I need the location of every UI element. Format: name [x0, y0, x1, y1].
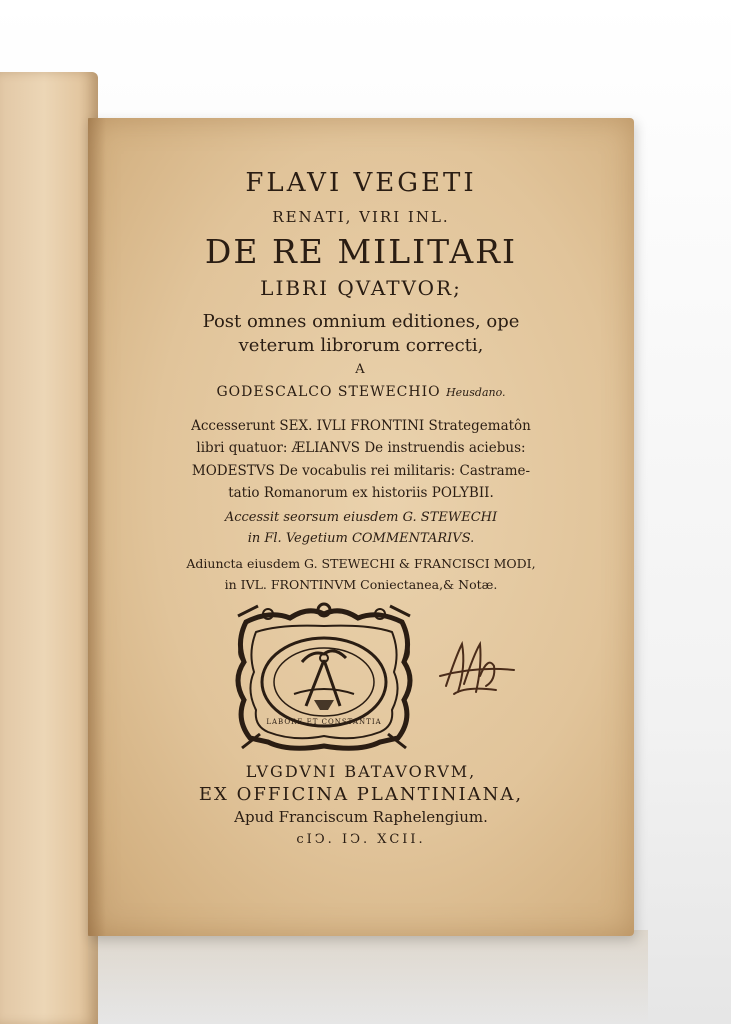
left-book-leaf: [0, 72, 98, 1024]
title-line-adiuncta: Adiuncta eiusdem G. STEWECHI & FRANCISCI MODI,: [186, 556, 536, 571]
title-line-work: DE RE MILITARI: [204, 232, 518, 271]
title-line-corrected: veterum librorum correcti,: [238, 335, 484, 356]
device-motto: LABORE ET CONSTANTIA: [266, 718, 382, 726]
title-line-polybius: tatio Romanorum ex historiis POLYBII.: [228, 485, 494, 501]
editor-origin: Heusdano.: [446, 386, 506, 399]
imprint-date: cIↃ. IↃ. XCII.: [296, 832, 426, 847]
editor-name: GODESCALCO STEWECHIO: [216, 384, 441, 400]
title-line-a: A: [355, 362, 367, 377]
title-line-books: LIBRI QVATVOR;: [260, 276, 462, 300]
title-line-aelianus: libri quatuor: ÆLIANVS De instruendis aciebus:: [196, 440, 526, 456]
imprint-office: EX OFFICINA PLANTINIANA,: [198, 784, 524, 805]
title-line-editions: Post omnes omnium editiones, ope: [202, 311, 520, 332]
title-line-author-2: RENATI, VIRI INL.: [272, 208, 450, 226]
title-line-coniectanea: in IVL. FRONTINVM Coniectanea,& Notæ.: [224, 577, 498, 592]
title-line-editor: [88, 384, 634, 400]
title-line-commentarius: in Fl. Vegetium COMMENTARIVS.: [247, 531, 475, 546]
title-page: [88, 118, 634, 936]
handwritten-signature: [436, 636, 516, 698]
title-line-frontinus: Accesserunt SEX. IVLI FRONTINI Strategematôn: [191, 418, 531, 434]
imprint-printer: Apud Franciscum Raphelengium.: [234, 808, 488, 826]
surface-reflection: [88, 930, 648, 1024]
printers-device-emblem: [228, 602, 420, 752]
imprint-city: LVGDVNI BATAVORVM,: [245, 762, 477, 781]
title-line-modestus: MODESTVS De vocabulis rei militaris: Castrame-: [191, 463, 531, 479]
title-line-author: FLAVI VEGETI: [245, 168, 477, 198]
title-line-accessit: Accessit seorsum eiusdem G. STEWECHI: [224, 510, 498, 525]
